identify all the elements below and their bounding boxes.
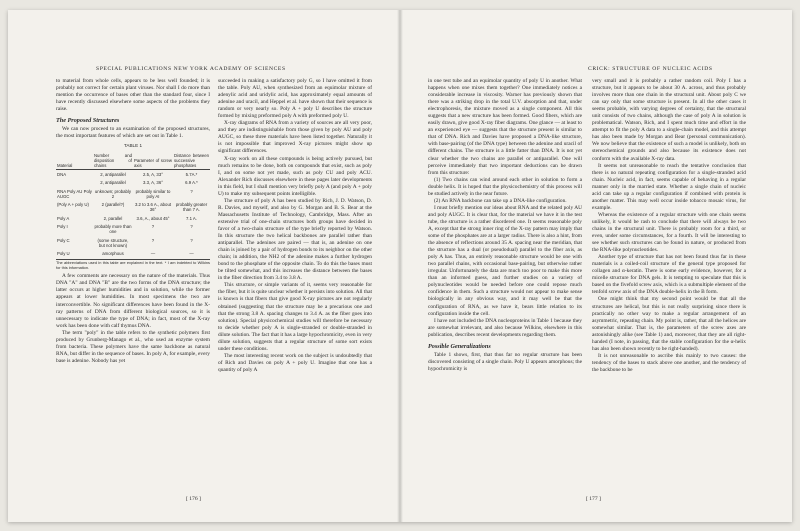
table-cell: Poly I	[57, 224, 68, 230]
table-cell	[56, 179, 93, 187]
table-cell: DNA	[57, 171, 67, 177]
left-running-head: SPECIAL PUBLICATIONS NEW YORK ACADEMY OF SCIENCES	[96, 66, 286, 72]
table-cell: —	[189, 251, 194, 257]
table-row	[56, 250, 210, 258]
table-cell: Poly A	[57, 215, 70, 221]
table-cell: 2 (parallel?)	[101, 202, 125, 208]
table-cell: 6.9 A.*	[185, 180, 198, 186]
table-title: TABLE 1	[123, 143, 143, 149]
table-cell: 2, antiparallel	[100, 180, 126, 186]
table-footnote: The abbreviations used in this table are explained in the text. * I am indebted to Wilkins for this information.	[56, 260, 210, 270]
left-folio: [ 176 ]	[186, 496, 201, 502]
table-cell: ?	[190, 188, 193, 194]
table-row	[56, 236, 210, 250]
paragraph: We can now proceed to an examination of the proposed structures, the most important features of which are set out in Table 1.	[56, 126, 210, 140]
paragraph: (2) An RNA backbone can take up a DNA-like configuration.	[434, 197, 567, 204]
table-cell: amorphous	[102, 251, 124, 257]
paragraph: It seems not unreasonable to reach the tentative conclusion that there is no natural repeating configuration for a single-stranded acid chain. Nucleic acid, in fact, seems capable of behaving in a regular manner only in the married state. Whether a single chain of nucleic acid can take up a regular configuration if combined with protein is another matter. This may well occur inside tobacco mosaic virus, for example.	[592, 162, 746, 211]
paragraph: I must briefly mention our ideas about RNA and the related poly AU and poly AUGC. It is clear that, for the material we have it in the test tube, the structure is a rather disordered one. It seems reasonable poly A, except that the strong inner ring of the X-ray pattern may imply that some of the phosphates are at a larger radius. There is also a hint, from the absence of reflections around 35 A. spacing near the meridian, that the structure has a dual (or pseudodual) parallel to the fiber axis, as poly A has. Thus, an entirely reasonable structure would be one with two parallel chains, with occasional base-pairing, but otherwise rather irregular. Unfortunately the data are much too poor to make this more than an informed guess, and further studies on a variety of polynucleotides would be needed before one could repose much confidence in them. Such a structure would not appear to make sense biologically in any obvious way, and it may well be that the configuration of RNA, as we have it, bears little relation to its configuration inside the cell.	[428, 204, 582, 317]
table-cell: probably more than one	[94, 224, 132, 235]
table-cell: ?	[151, 237, 155, 243]
table-cell: 7.1 A.	[186, 215, 197, 221]
paragraph: (1) Two chains can wind around each other in solution to form a double helix. It is hoped that the physicochemistry of this process will be studied actively in the near future.	[428, 176, 582, 197]
section-heading: The Proposed Structures	[56, 117, 120, 125]
paragraph: The structure of poly A has been studied by Rich, J. D. Watson, D. R. Davies, and myself, and also by G. Morgan and B. S. Bear at the Massachusetts Institute of Technology, Cambridge, Mass. After an extensive trial of one-chain structures both groups have decided in favor of a two-chain structure of the type briefly reported by Watson. In this structure the two helical backbones are parallel rather than antiparallel. The adenines are paired — that is, an adenine on one chain is joined by a pair of hydrogen bonds to its neighbor on the other chain; in addition, the NH2 of the adenine makes a further hydrogen bond to the phosphate of the opposite chain. To do this the bases must be tilted somewhat, and this increases the distance between the bases in the fiber direction from 3.4 to 3.8 A.	[218, 197, 372, 282]
table-cell: 3.6, A., about 45°	[136, 215, 170, 221]
right-running-head: CRICK: STRUCTURE OF NUCLEIC ACIDS	[588, 66, 713, 72]
table-row	[56, 214, 210, 222]
table-header: Material	[56, 152, 93, 170]
table-row	[56, 187, 210, 201]
left-page	[8, 10, 400, 522]
right-column-2	[592, 78, 746, 374]
table-cell: probably similar to poly AI	[135, 188, 171, 199]
table-row	[56, 223, 210, 237]
table-cell: Poly C	[57, 237, 70, 243]
table-cell: ?	[190, 224, 193, 230]
table-1	[56, 143, 210, 270]
paragraph: It is not unreasonable to ascribe this mainly to two causes: the tendency of the bases to stack above one another, and the tendency of the backbone to be	[592, 352, 746, 373]
table-header: Parameter of screw axis	[133, 152, 173, 170]
table-cell: RNA Poly AU Poly AUGC	[57, 188, 92, 199]
table-cell: —	[150, 251, 156, 257]
table-cell: 2.5, A, 33°	[143, 171, 163, 177]
paragraph: X-ray work on all these compounds is being actively pursued, but much remains to be done, both on compounds that exist, such as poly I, and on some not yet made, such as poly CU and poly ACU. Alexander Rich discusses elsewhere in these pages later developments in this field, but I shall mention very briefly poly A (and poly A + poly U) to make my subsequent points intelligible.	[218, 155, 372, 197]
table-cell: unknown; probably 2	[94, 188, 131, 199]
paragraph: The term "poly" in the table refers to the synthetic polymers first produced by Grunberg-Manago et al., who used an enzyme system from bacteria. These polymers have the same backbone as natural RNA, but differ in the sequence of bases. In poly A, for example, every base is adenine. Nobody has yet	[56, 329, 210, 364]
right-folio: [ 177 ]	[586, 496, 601, 502]
paragraph: A few comments are necessary on the nature of the materials. Thus DNA "A" and DNA "B" are the two forms of the DNA structure; the latter occurs at higher humidities and in solution, while the former appears at lower humidities. In most specimens the two are interconvertible. No significant differences have been found in the X-ray patterns of DNA from different biological sources, so it is unnecessary to indicate the type of DNA; in fact, most of the X-ray work has been done with calf thymus DNA.	[56, 273, 210, 329]
paragraph: X-ray diagrams of RNA from a variety of sources are all very poor, and they are indistinguishable from those given by poly AU and poly AUGC, so these three materials have been listed together. Naturally it is not impossible that improved X-ray pictures might show up significant differences.	[218, 120, 372, 155]
paragraph: I have not included the DNA nucleoproteins in Table 1 because they are somewhat irrelevant, and also because Wilkins, elsewhere in this publication, describes recent developments regarding them.	[428, 317, 582, 338]
paragraph: very small and it is probably a rather random coil. Poly I has a structure, but it appears to be about 30 A. across, and thus probably involves more than one chain in the structural unit. About poly C we can say only that some structure is present. In all the other cases it seems probable, with varying degrees of certainty, that the structural unit consists of two chains, although the case of poly A in solution is problematical. Watson, Rich, and I spent much time and effort in the attempt to fit the poly A data to a single-chain model, and this attempt has also been made by Morgan and Bear (personal communication). We now believe that the existence of such a model is unlikely, both on stereochemical grounds and also because its existence does not conform with the available X-ray data.	[592, 78, 746, 162]
table-cell: (some structure, but not known)	[97, 237, 129, 248]
paragraph: to material from whole cells, appears to be less well founded; it is probably not correct for certain plant viruses. Nor shall I do more than mention the occurrence of bases other than the standard four, since I have recently discussed elsewhere some aspects of the problems they raise.	[56, 78, 210, 113]
paragraph: This structure, or simple variants of it, seems very reasonable for the fiber, but it is quite unclear whether it persists into solution. All that is known is that fibers that give good X-ray pictures are not regularly obtained (suggesting that the structure may be a precarious one and that the strong 3.8 A. spacing changes to 3.4 A. as the fiber goes into solution). Special physicochemical studies will therefore be necessary to decide whether poly A is single-stranded or double-stranded in dilute solution. The fact that it has a large hypochromicity, even in very dilute solution, suggests that a regular structure of some sort exists under these conditions.	[218, 282, 372, 352]
table-cell: 3.3, A, 36°	[143, 180, 163, 186]
table-cell: 2, parallel	[103, 215, 123, 221]
table-row	[56, 179, 210, 187]
paragraph: Table 1 shows, first, that thus far no regular structure has been discovered consisting of a single chain. Poly U appears amorphous; the hypochromicity is	[428, 351, 582, 372]
table-header: Number and disposition of chains	[93, 152, 132, 168]
table-cell: 2, antiparallel	[100, 171, 126, 177]
paragraph: One might think that my second point would be that all the structures are helical, but this is not really surprising since there is practically no other way to make a regular arrangement of an asymmetric, repeating chain. My point is, rather, that all the helices are somewhat similar. That is, the parameters of the screw axes are astonishingly alike (see Table 1) and, moreover, that they are all right-handed (I note, in passing, that the stable configuration for the α-helix has also been shown recently to be right-handed).	[592, 296, 746, 352]
table-cell: 3.2 to 3.6 A., about 36°	[134, 202, 172, 213]
data-table	[56, 152, 210, 259]
table-cell: Poly U	[57, 251, 70, 257]
table-cell: ?	[151, 224, 155, 230]
table-header: Distance between successive phosphates	[174, 152, 209, 168]
paragraph: Whereas the existence of a regular structure with one chain seems unlikely, it would be rash to conclude that there will always be two chains in the structural unit. There is probably room for a third, or even, under some circumstances, for a fourth. It will be interesting to see whether such structures can be found in nature, or produced from the RNA-like polynucleotides.	[592, 211, 746, 254]
paragraph: in one test tube and an equimolar quantity of poly U in another. What happens when one mixes them together? One immediately notices a considerable increase in viscosity. Warner has previously shown that there was a striking drop in the total U.V. absorption and that, under electrophoresis, the mixture moved as a single component. All this suggests that a new structure has been formed. Good fibers, which are easily drawn, give good X-ray fiber diagrams. One glance — at least to an experienced eye — suggests that the structure present is similar to that of DNA. Rich and Davies have proposed a DNA-like structure, with base-pairing (of the DNA type) between the adenine and uracil of different chains. The structure is a little fatter than DNA. It is not yet clear whether the two chains are parallel or antiparallel. One will perceive immediately that two important deductions can be drawn from this structure:	[428, 78, 582, 176]
book-spread	[8, 10, 792, 522]
left-column-2	[218, 78, 372, 374]
paragraph: The most interesting recent work on the subject is undoubtedly that of Rich and Davies on poly A + poly U. Imagine that one has a quantity of poly A	[218, 352, 372, 373]
table-row	[56, 201, 210, 215]
right-page	[400, 10, 792, 522]
table-cell: (Poly A + poly U)	[57, 202, 89, 208]
section-heading: Possible Generalizations	[428, 342, 491, 350]
table-cell: ?	[190, 237, 193, 243]
table-cell: 5.7A.*	[185, 171, 198, 177]
table-cell: probably greater than 7 A.	[175, 202, 208, 213]
right-column-1	[428, 78, 582, 373]
table-row	[56, 170, 210, 179]
left-column-1	[56, 78, 210, 365]
paragraph: Another type of structure that has not been found thus far in these materials is a coiled-coil structure of the general type proposed for collagen and α-keratin. There is some early evidence, however, for a micelle structure for DNA gels. It is tempting to speculate that this is based on the fivefold screw axis, which is a submultiple element of the tenfold screw axis of the DNA double-helix in the B form.	[592, 254, 746, 296]
paragraph: succeeded in making a satisfactory poly G, so I have omitted it from the table. Poly AU, when synthesized from an equimolar mixture of adenylic acid and uridylic acid, has approximately equal amounts of adenine and uracil, and Heppel et al. have shown that their sequence is random or very nearly so. Poly A + poly U describes the structure formed by mixing preformed poly A with preformed poly U.	[218, 78, 372, 120]
